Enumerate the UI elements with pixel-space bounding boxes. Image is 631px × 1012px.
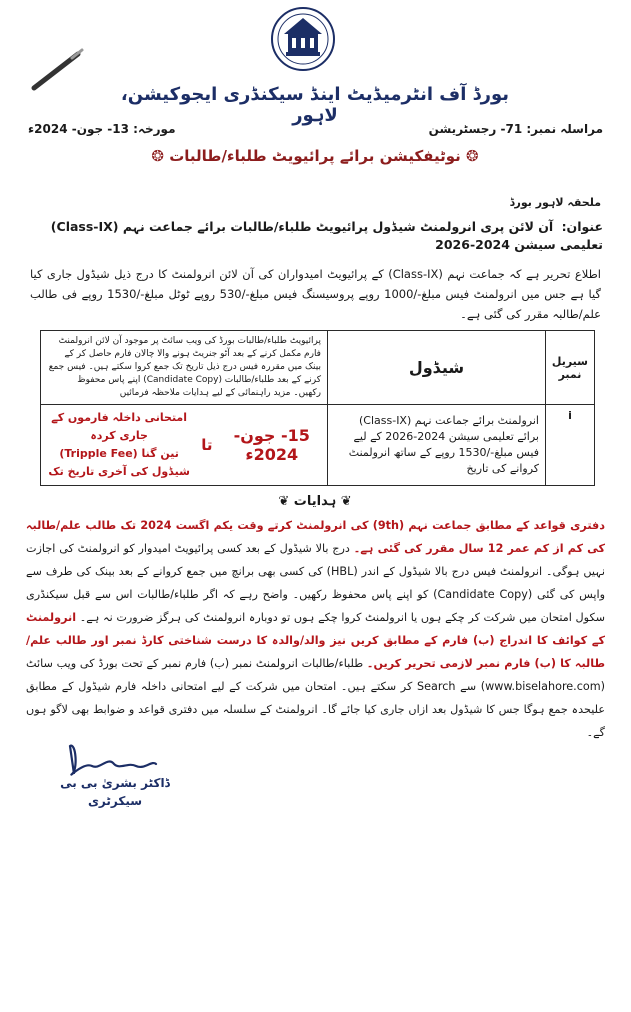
copy-to: ملحقہ لاہور بورڈ — [509, 196, 601, 209]
instruction-search: طلباء/طالبات انرولمنٹ نمبر (ب) فارم نمبر کے تحت بورڈ کی ویب سائٹ (www.biselahore.com) سے Search کر سکتے ہیں۔ امتحان میں شرکت کے لیے امتحانی داخلہ فارم شیڈول کے مطابق علیحدہ جمع ہوگا جس کا شیڈول بعد ازاں جاری کیا جائے گا۔ انرولمنٹ کے سلسلہ میں دفتری قواعد و ضوابط بھی لاگو ہوں گے۔ — [26, 657, 606, 739]
last-date: 15- جون- 2024ء — [233, 426, 310, 464]
last-date-cell — [41, 405, 328, 486]
ornament-icon: ❂ — [151, 147, 164, 165]
ornament-icon: ❂ — [466, 147, 479, 165]
subject-label: عنوان: — [561, 219, 603, 234]
serial-header: سیریل نمبر — [546, 331, 595, 405]
table-row — [41, 405, 595, 486]
signatory — [50, 774, 180, 810]
table-header-row — [41, 331, 595, 405]
subject-text: آن لائن پری انرولمنٹ شیڈول پرائیویٹ طلباء/طالبات برائے جماعت نہم (Class-IX) تعلیمی سیشن 2024-2026 — [50, 219, 603, 252]
subject-line — [28, 218, 603, 254]
reference-number: مراسلہ نمبر: 71- رجسٹریشن — [428, 122, 603, 136]
board-logo — [270, 6, 336, 72]
last-date-wrap — [47, 409, 321, 481]
schedule-table — [40, 330, 595, 486]
signatory-name: ڈاکٹر بشریٰ بی بی — [60, 776, 170, 790]
serial-cell: i — [546, 405, 595, 486]
exam-form-note: امتحانی داخلہ فارموں کے جاری کردہ — [51, 411, 188, 442]
instructions-title — [230, 494, 400, 509]
ornament-icon: ❦ — [278, 494, 294, 509]
schedule-header: شیڈول — [328, 331, 546, 405]
signatory-title: سیکرٹری — [87, 794, 143, 808]
ornament-icon: ❦ — [336, 494, 352, 509]
instructions-title-text: ہدایات — [293, 494, 337, 509]
last-date-note: شیڈول کی آخری تاریخ تک — [48, 465, 190, 478]
notification-date: مورخہ: 13- جون- 2024ء — [28, 122, 176, 136]
schedule-cell: انرولمنٹ برائے جماعت نہم (Class-IX) برائے تعلیمی سیشن 2024-2026 کے لیے فیس مبلغ-/1530 روپے کے ساتھ انرولمنٹ کروانے کی تاریخ — [328, 405, 546, 486]
triple-fee: تین گنا (Tripple Fee) — [59, 447, 179, 460]
intro-paragraph: اطلاع تحریر ہے کہ جماعت نہم (Class-IX) کے پرائیویٹ امیدواران کی آن لائن انرولمنٹ کا درج ذیل شیڈول جاری کیا گیا ہے جس میں انرولمنٹ فیس مبلغ-/1000 روپے پروسیسنگ فیس مبلغ-/530 روپے ٹوٹل مبلغ-/1530 روپے فی طالب علم/طالبہ مقرر کی گئی ہے۔ — [30, 267, 601, 321]
until-word: تا — [201, 436, 213, 454]
instructions-body — [26, 514, 605, 744]
triple-fee-block — [47, 409, 191, 481]
instruction-b-form: انرولمنٹ کے کوائف کا اندراج (ب) فارم کے مطابق کریں نیز والد/والدہ کا درست شناختی کارڈ نمبر اور طالب علم/طالبہ کا (ب) فارم نمبر لازمی تحریر کریں۔ — [26, 611, 605, 670]
fee-note-header: پرائیویٹ طلباء/طالبات بورڈ کی ویب سائٹ پر موجود آن لائن انرولمنٹ فارم مکمل کرنے کے بعد آٹو جنریٹ ہونے والا چالان فارم حاصل کر کے بینک میں مقررہ فیس درج ذیل تاریخ تک جمع کروا سکتے ہیں۔ فیس جمع کرنے کے بعد طلباء/طالبات (Candidate Copy) اپنے پاس محفوظ رکھیں۔ مزید راہنمائی کے لیے ہدایات ملاحظہ فرمائیں — [41, 331, 328, 405]
pen-icon — [28, 46, 86, 94]
instruction-schedule: درج بالا شیڈول کے بعد کسی پرائیویٹ امیدوار کو انرولمنٹ کی اجازت نہیں ہوگی۔ انرولمنٹ فیس درج بالا شیڈول کے اندر (HBL) کی کسی بھی برانچ میں جمع کروانے کے بعد بینک کی طرف سے واپس کی گئی (Candidate Copy) کو اپنے پاس محفوظ رکھیں۔ واضح رہے کہ اگر طلباء/طالبات اس سے قبل سیکنڈری سکول امتحان میں شرکت کر چکے ہوں یا انرولمنٹ کروا چکے ہوں تو دوبارہ انرولمنٹ کی ہرگز ضرورت نہ ہے۔ — [26, 542, 605, 624]
instruction-age: دفتری قواعد کے مطابق جماعت نہم (9th) کی انرولمنٹ کرتے وقت یکم اگست 2024 تک طالب علم/طالبہ کی کم از کم عمر 12 سال مقرر کی گئی ہے۔ — [26, 519, 605, 555]
board-name: بورڈ آف انٹرمیڈیٹ اینڈ سیکنڈری ایجوکیشن، لاہور — [120, 84, 510, 126]
banner-text: نوٹیفکیشن برائے پرائیویٹ طلباء/طالبات — [169, 147, 461, 165]
notification-banner — [150, 142, 480, 170]
